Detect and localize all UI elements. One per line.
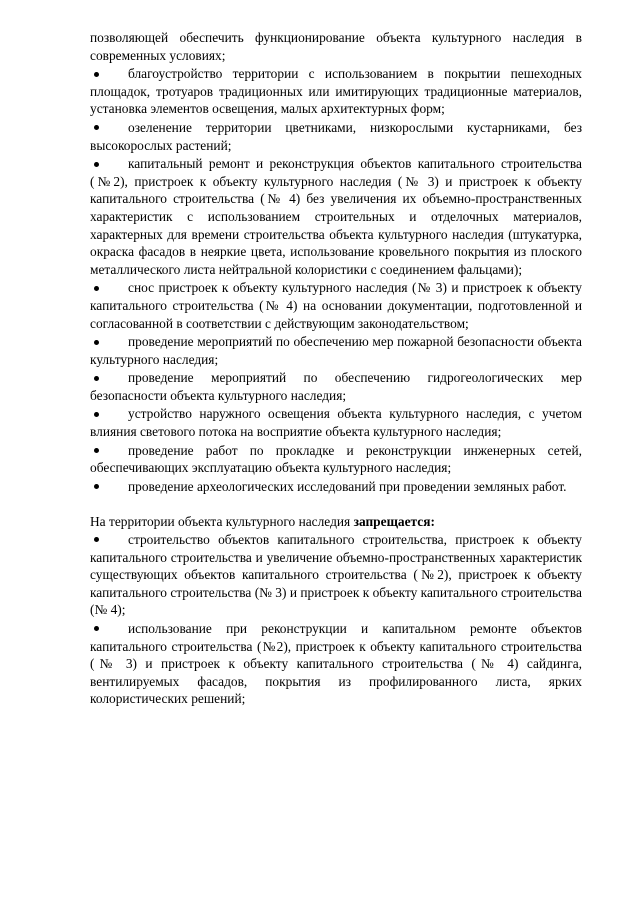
list-item-text: использование при реконструкции и капитальном ремонте объектов капитального строительства (№2), пристроек к объекту капитального строительства (№ 3) и пристроек к объекту капитального строительства (№ 4) сайдинга, вентилируемых фасадов, покрытия из профилированного листа, ярких колористических решений; <box>90 621 582 707</box>
bullet-icon <box>90 279 128 297</box>
list-item-text: проведение мероприятий по обеспечению мер пожарной безопасности объекта культурного наследия; <box>90 334 582 367</box>
bullet-icon <box>90 442 128 460</box>
list-item <box>90 119 582 154</box>
lead-continuation: позволяющей обеспечить функционирование объекта культурного наследия в современных условиях; <box>90 30 582 63</box>
list-item-text: проведение работ по прокладке и реконструкции инженерных сетей, обеспечивающих эксплуатацию объекта культурного наследия; <box>90 442 582 476</box>
bullet-icon <box>90 478 128 496</box>
list-item <box>90 65 582 118</box>
bullet-icon <box>90 65 128 83</box>
bullet-icon <box>90 620 128 638</box>
list-item <box>90 333 582 368</box>
list-item-text: озеленение территории цветниками, низкорослыми кустарниками, без высокорослых растений; <box>90 119 582 153</box>
list-item <box>90 531 582 619</box>
prohibited-list <box>90 531 582 708</box>
list-item-text: капитальный ремонт и реконструкция объектов капитального строительства (№2), пристроек к объекту культурного наследия (№ 3) и пристроек к объекту капитального строительства (№ 4) без увеличения их объемно-пространственных характеристик с использованием строительных и отделочных материалов, характерных для времени строительства объекта культурного наследия (штукатурка, окраска фасадов в неяркие цвета, использование кровельного покрытия из плоского металлического листа нейтральной колористики с соединением фальцами); <box>90 156 582 277</box>
allowed-list <box>90 65 582 495</box>
paragraph-spacer <box>90 496 582 513</box>
bullet-icon <box>90 369 128 387</box>
list-item <box>90 620 582 708</box>
bullet-icon <box>90 333 128 351</box>
bullet-icon <box>90 405 128 423</box>
list-item-text: снос пристроек к объекту культурного наследия (№ 3) и пристроек к объекту капитального строительства (№ 4) на основании документации, подготовленной и согласованной в соответствии с действующим законодательством; <box>90 280 582 331</box>
prohibited-intro <box>90 513 582 531</box>
prohibited-intro-bold: запрещается: <box>353 514 435 530</box>
list-item-text: благоустройство территории с использованием в покрытии пешеходных площадок, тротуаров традиционных или имитирующих традиционные материалов, установка элементов освещения, малых архитектурных форм; <box>90 66 582 117</box>
list-item <box>90 369 582 404</box>
list-item-text: устройство наружного освещения объекта культурного наследия, с учетом влияния светового потока на восприятие объекта культурного наследия; <box>90 406 582 440</box>
prohibited-intro-text: На территории объекта культурного наследия <box>90 514 354 530</box>
list-item <box>90 155 582 278</box>
list-item <box>90 478 582 496</box>
document-page <box>90 29 582 709</box>
bullet-icon <box>90 155 128 173</box>
list-item <box>90 405 582 440</box>
list-item <box>90 279 582 332</box>
list-item <box>90 442 582 477</box>
list-item-text: проведение археологических исследований при проведении земляных работ. <box>128 478 567 494</box>
list-item-text: проведение мероприятий по обеспечению гидрогеологических мер безопасности объекта культурного наследия; <box>90 370 582 403</box>
bullet-icon <box>90 119 128 137</box>
bullet-icon <box>90 531 128 549</box>
list-item-text: строительство объектов капитального строительства, пристроек к объекту капитального строительства и увеличение объемно-пространственных характеристик существующих объектов капитального строительства (№2), пристроек к объекту капитального строительства (№ 3) и пристроек к объекту капитального строительства (№ 4); <box>90 532 582 618</box>
